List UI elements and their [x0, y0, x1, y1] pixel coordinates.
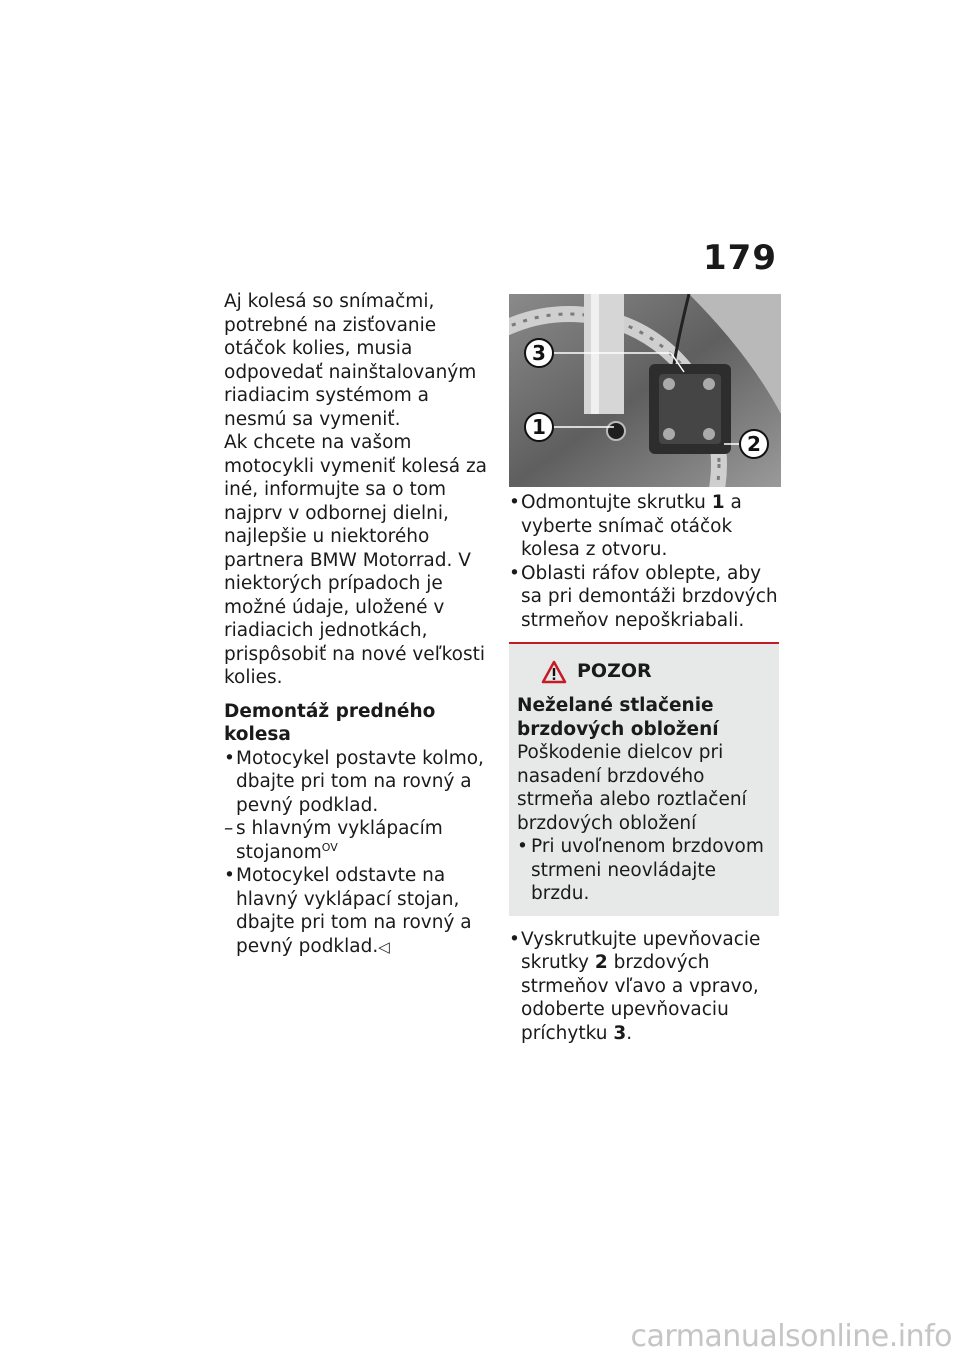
- step-text: Odmontujte skrutku: [521, 492, 712, 513]
- ref-number: 3: [613, 1022, 627, 1044]
- step-bullet-upright: • Motocykel postavte kolmo, dbajte pri tom na rovný a pevný podklad.: [224, 747, 496, 818]
- step-text: brzdových strmeňov vľavo a vpravo, odoberte upevňovaciu príchytku: [521, 952, 759, 1044]
- warning-triangle-icon: [541, 660, 567, 684]
- ref-number: 1: [711, 492, 725, 513]
- end-mark-icon: ◁: [378, 937, 390, 956]
- step-bullet-stand: [224, 864, 496, 959]
- section-heading: Demontáž predného kolesa: [224, 700, 436, 745]
- callout-label-1: 1: [532, 415, 546, 439]
- watermark-logo: carmanualsonline.info: [630, 1319, 952, 1354]
- step-text: .: [626, 1022, 633, 1044]
- ref-number: 2: [594, 952, 608, 973]
- warning-bullet: • Pri uvoľnenom brzdovom strmeni neovládajte brzdu.: [517, 835, 769, 906]
- warning-title: POZOR: [577, 660, 652, 683]
- page-number: 179: [703, 238, 777, 278]
- step-tape-rims: • Oblasti ráfov oblepte, aby sa pri demontáži brzdových strmeňov nepoškriabali.: [509, 562, 781, 633]
- warning-text: Poškodenie dielcov pri nasadení brzdového strmeňa alebo roztlačení brzdových obložení: [517, 742, 747, 834]
- brake-caliper-photo: [509, 294, 781, 487]
- step-remove-screw: [509, 491, 781, 562]
- step-text: Vyskrutkujte upevňovacie skrutky: [521, 928, 761, 973]
- callout-label-3: 3: [532, 341, 546, 365]
- option-badge: OV: [321, 840, 338, 854]
- option-text: s hlavným vyklápacím stojanom: [236, 818, 443, 863]
- step-unscrew-calipers: [509, 928, 781, 1046]
- warning-subtitle: Neželané stlačenie brzdových obložení: [517, 695, 719, 740]
- callout-label-2: 2: [747, 432, 761, 456]
- option-main-stand: [224, 817, 496, 864]
- warning-box: [509, 642, 779, 916]
- warning-header: [541, 660, 769, 684]
- step-text: a vyberte snímač otáčok kolesa z otvoru.: [521, 492, 742, 560]
- advice-paragraph: Ak chcete na vašom motocykli vymeniť kolesá za iné, informujte sa o tom najprv v odbornej dielni, najlepšie u niektorého partnera BMW Motorrad. V niektorých prípadoch je možné údaje, uložené v riadiacich jednotkách, prispôsobiť na nové veľkosti kolies.: [224, 432, 488, 688]
- left-column: [224, 290, 496, 959]
- step-text: Motocykel odstavte na hlavný vyklápací stojan, dbajte pri tom na rovný a pevný podklad.: [236, 865, 472, 957]
- right-column: [509, 294, 781, 1045]
- intro-paragraph: Aj kolesá so snímačmi, potrebné na zisťovanie otáčok kolies, musia odpovedať nainštalovaným riadiacim systémom a nesmú sa vymeniť.: [224, 291, 477, 430]
